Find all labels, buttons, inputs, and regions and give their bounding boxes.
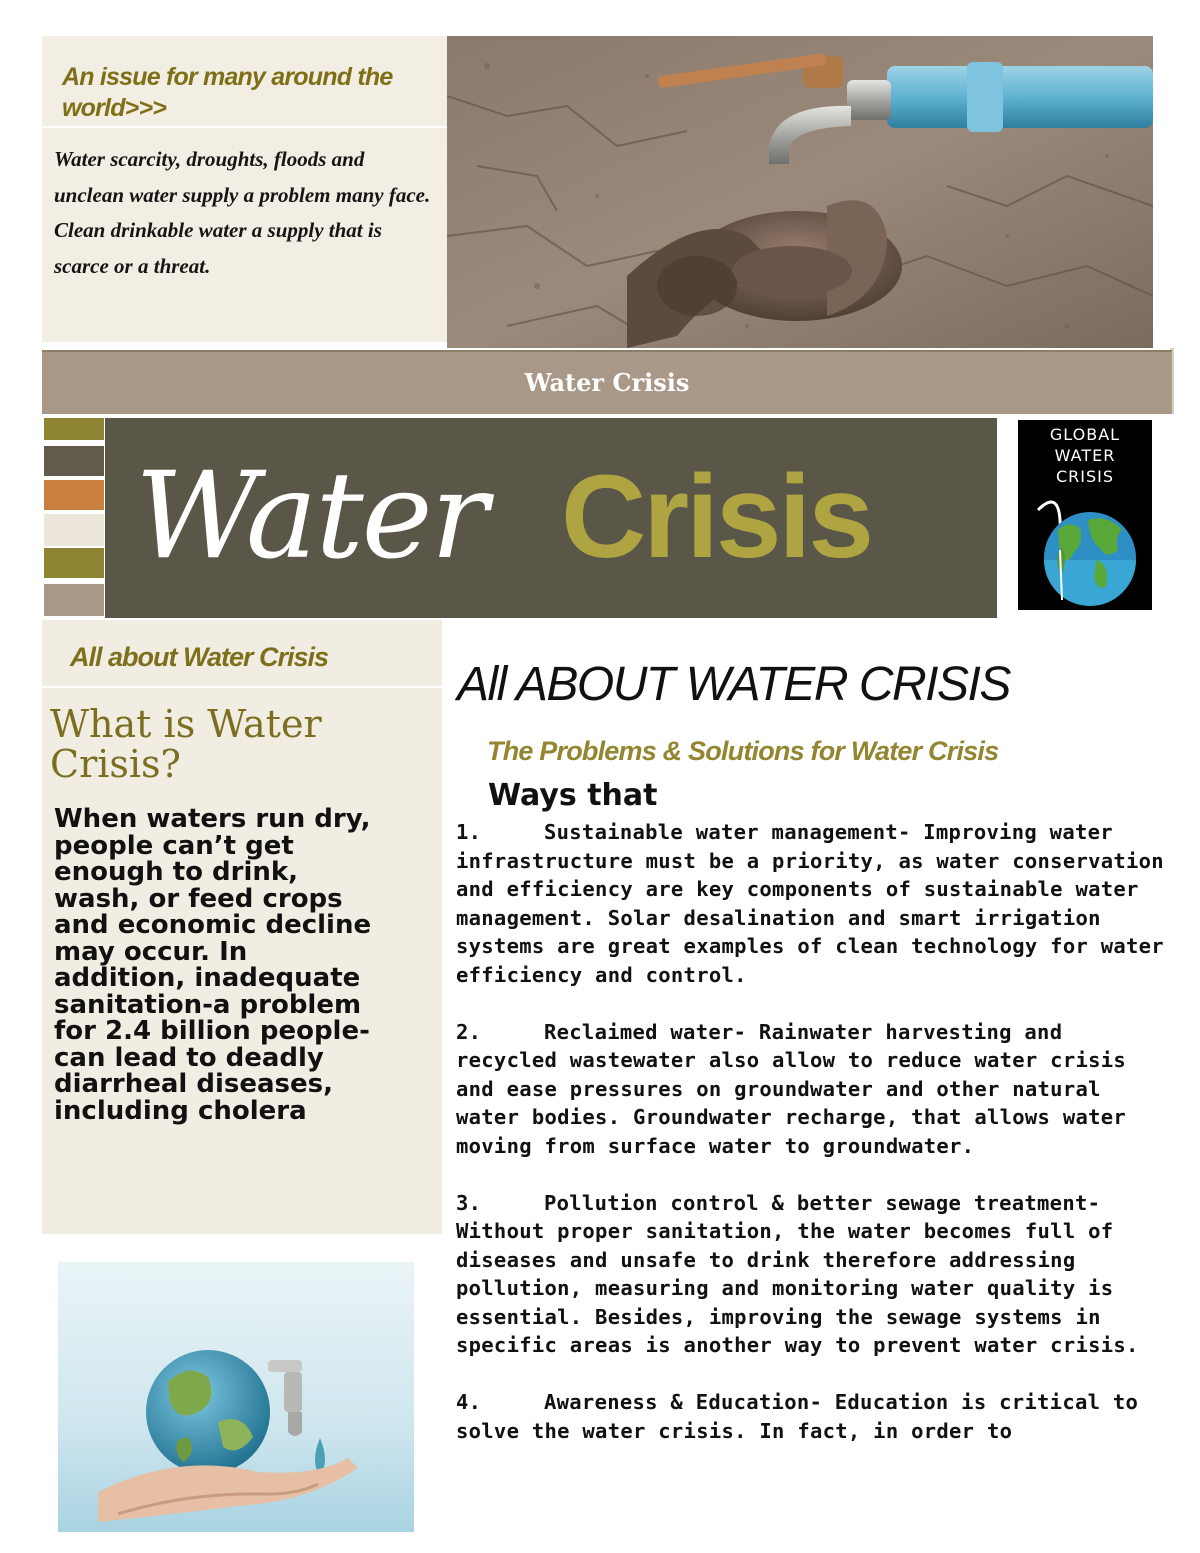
sidebar-divider <box>42 686 442 688</box>
color-swatch-orange <box>44 480 104 510</box>
solution-item <box>456 1018 1176 1161</box>
solution-title: Sustainable water management- <box>544 820 911 844</box>
solution-item <box>456 1388 1176 1445</box>
solution-item <box>456 1189 1176 1360</box>
masthead <box>105 418 997 618</box>
masthead-title-crisis: Crisis <box>561 451 871 583</box>
masthead-title-water: Water <box>135 447 487 586</box>
intro-heading: An issue for many around the world>>> <box>62 63 393 122</box>
subtitle-banner <box>42 350 1172 414</box>
logo-text: GLOBAL WATER CRISIS <box>1049 425 1121 486</box>
global-water-crisis-logo <box>1018 420 1152 610</box>
sidebar-body-container <box>54 806 434 1210</box>
solution-title: Reclaimed water- <box>544 1019 747 1044</box>
solution-title: Awareness & Education- <box>544 1390 823 1414</box>
intro-text: Water scarcity, droughts, floods and unclean water supply a problem many face. Clean drinkable water a supply that is scarce or a threat. <box>54 147 431 278</box>
globe-icon <box>1018 490 1152 610</box>
sidebar-subheading: What is Water Crisis? <box>50 702 322 786</box>
color-swatch-olive-2 <box>44 548 104 578</box>
solution-text: Rainwater harvesting and recycled wastewater also allow to reduce water crisis and ease pressures on groundwater and other natural water bodies. Groundwater recharge, that allows water moving from surface water to groundwater. <box>456 1019 1127 1158</box>
solution-text: Without proper sanitation, the water becomes full of diseases and unsafe to drink therefore addressing pollution, measuring and monitoring water quality is essential. Besides, improving the sewage systems in specific areas is another way to prevent water crisis. <box>456 1219 1139 1357</box>
solution-title: Pollution control & better sewage treatment- <box>544 1190 1101 1215</box>
solutions-list <box>456 818 1176 1553</box>
ways-heading-container <box>488 774 1168 812</box>
solution-number: 2. <box>456 1019 482 1044</box>
color-swatch-cream <box>44 514 104 546</box>
hero-photo <box>447 36 1153 348</box>
solution-text: Education is critical to solve the water crisis. In fact, in order to <box>456 1390 1139 1443</box>
color-swatch-taupe <box>44 584 104 616</box>
sidebar-heading: All about Water Crisis <box>70 642 329 672</box>
subtitle-text: Water Crisis <box>524 368 690 397</box>
color-swatch-olive <box>44 418 104 440</box>
intro-divider <box>42 126 447 128</box>
main-subheading: The Problems & Solutions for Water Crisis <box>487 736 999 766</box>
solution-text: Improving water infrastructure must be a priority, as water conservation and efficiency are key components of sustainable water management. Solar desalination and smart irrigation systems are great examples of clean technology for water efficiency and control. <box>456 820 1164 987</box>
solution-number: 3. <box>456 1190 482 1215</box>
sidebar-body-text: When waters run dry, people can’t get enough to drink, wash, or feed crops and economic decline may occur. In addition, inadequate sanitation-a problem for 2.4 billion people-can lead to deadly diarrheal diseases, including cholera <box>54 806 372 1126</box>
earth-tap-photo <box>58 1262 414 1532</box>
solution-item <box>456 818 1176 989</box>
solution-number: 4. <box>456 1390 482 1414</box>
ways-heading: Ways that <box>488 778 658 812</box>
sidebar <box>42 620 442 1234</box>
main-heading: All ABOUT WATER CRISIS <box>457 658 1010 711</box>
solution-number: 1. <box>456 820 482 844</box>
color-swatch-dark <box>44 446 104 476</box>
